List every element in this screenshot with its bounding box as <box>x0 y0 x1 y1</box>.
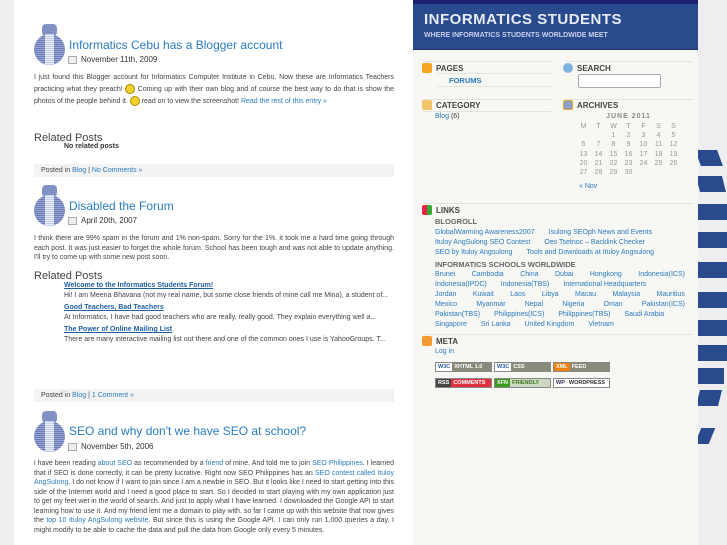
related-posts-heading: Related Posts <box>34 270 103 282</box>
post-title[interactable]: SEO and why don't we have SEO at school? <box>69 424 307 438</box>
heading-text: LINKS <box>436 205 460 215</box>
calendar-day: 27 <box>579 169 588 177</box>
school-link[interactable]: Hongkong <box>589 271 622 278</box>
post-body: I think there are 99% spam in the forum and 1% non-spam. Sorry for the 1%. it took me a hard time going through each post. It was just easier to forget the whole forum. School has been tough and was not able to update anything. I'll try to come up with some new post soon. <box>34 235 394 261</box>
read-more-link[interactable]: Read the rest of this entry » <box>240 98 327 105</box>
school-link[interactable]: Myanmar <box>476 301 506 308</box>
badge-right: COMMENTS <box>453 380 486 386</box>
blogroll-list <box>435 229 654 259</box>
body-text: . I do not know if I want to join since I am a newbie in SEO. But it looks like I need to start getting into this side of the Internet world and I need a good place to start. So I decided to start playing with my own application just to get my feet wet in the world of search. And just to apply what I have learned. I downloaded the Google API to start learning how to use it. And my friend lent me a domain to play with. so far I came up with this website that now gives the <box>34 479 394 524</box>
calendar-day <box>666 168 681 177</box>
category-heading <box>422 100 480 110</box>
badge-xhtml-1-0[interactable] <box>435 362 492 372</box>
calendar-day: 15 <box>609 150 618 158</box>
calendar-day: 29 <box>609 169 618 177</box>
category-blog-link[interactable]: Blog <box>435 113 450 120</box>
calendar-day: 10 <box>639 141 648 149</box>
school-link[interactable]: Libya <box>541 291 559 298</box>
school-link[interactable]: Pakistan(ICS) <box>641 301 685 308</box>
post-body <box>34 459 394 535</box>
badge-left: XFN <box>497 380 508 386</box>
school-link[interactable]: Philippines(TBS) <box>558 311 611 318</box>
body-text: i have been reading <box>34 460 96 467</box>
school-link[interactable]: United Kingdom <box>524 321 575 328</box>
calendar-day: 17 <box>639 150 648 158</box>
calendar-day: 19 <box>669 150 678 158</box>
about-seo-link[interactable]: about SEO <box>97 460 133 467</box>
calendar-day <box>591 131 606 140</box>
heading-text: CATEGORY <box>436 100 481 110</box>
badge-left: W3C <box>497 364 510 370</box>
site-title[interactable]: INFORMATICS STUDENTS <box>424 11 623 28</box>
calendar-day <box>651 168 666 177</box>
school-link[interactable]: Brunei <box>435 271 456 278</box>
school-link[interactable]: Mexico <box>435 301 458 308</box>
comments-link[interactable]: No Comments » <box>91 167 143 174</box>
blogroll-heading: BLOGROLL <box>435 217 478 226</box>
avatar-icon <box>34 185 65 227</box>
post-title[interactable]: Disabled the Forum <box>69 199 174 213</box>
blogroll-link[interactable]: Ituloy AngSulong SEO Contest <box>435 239 531 246</box>
links-heading <box>422 205 460 215</box>
comments-link[interactable]: 1 Comment » <box>91 392 134 399</box>
category-link[interactable]: Blog <box>72 167 87 174</box>
calendar-day: 20 <box>579 159 588 167</box>
avatar-icon <box>34 24 65 66</box>
weekday: T <box>626 123 631 131</box>
blogroll-link[interactable]: SEO by Ituloy Angsulong <box>435 249 513 256</box>
blogroll-link[interactable]: Oes Tsetnoc – Backlink Checker <box>544 239 645 246</box>
school-link[interactable]: Singapore <box>435 321 467 328</box>
heading-text: SEARCH <box>577 63 611 73</box>
calendar-month: JUNE 2011 <box>606 113 651 120</box>
post-footer: Posted in Blog | 1 Comment » <box>34 389 394 402</box>
calendar-day: 21 <box>594 159 603 167</box>
seo-contest-link[interactable]: SEO contest called Ituloy AngSulong <box>34 469 394 486</box>
school-link[interactable]: Indonesia(IPDC) <box>435 281 487 288</box>
badge-left: XML <box>556 364 568 370</box>
badge-css[interactable] <box>494 362 551 372</box>
school-link[interactable]: Vietnam <box>588 321 614 328</box>
calendar-day: 16 <box>624 150 633 158</box>
body-text: I just found this Blogger account for Informatics Computer Institute in Cebu. Now these are Informatics Teachers practicing what they preach! <box>34 74 394 93</box>
post-footer: Posted in Blog | No Comments » <box>34 164 394 177</box>
post-body <box>34 72 394 108</box>
date-text: November 11th, 2009 <box>81 55 158 64</box>
badge-right: FEED <box>571 364 587 370</box>
heading-text: META <box>436 336 459 346</box>
badge-right: XHTML 1.0 <box>454 364 483 370</box>
body-text: as recommended by a <box>134 460 204 467</box>
school-link[interactable]: Philippines(ICS) <box>494 311 545 318</box>
body-text: . But since this is using the Google API. I can only run 1,000 queries a day. I might modify to be able to cache the data and pull the data from Google only every 5 minutes. <box>34 517 394 534</box>
calendar-day: 18 <box>654 150 663 158</box>
related-posts-heading: Related Posts <box>34 132 103 144</box>
calendar-day: 14 <box>594 150 603 158</box>
page-background-left <box>0 0 14 545</box>
calendar-day: 30 <box>624 169 633 177</box>
category-count: (6) <box>450 113 460 120</box>
school-link[interactable]: Mauritius <box>656 291 685 298</box>
archive-calendar <box>576 113 681 177</box>
weekday: T <box>596 123 601 131</box>
heading-text: PAGES <box>436 63 464 73</box>
schools-list <box>435 271 685 331</box>
school-link[interactable]: Oman <box>603 301 623 308</box>
school-link[interactable]: Kuwait <box>472 291 494 298</box>
pages-item-forums[interactable]: FORUMS <box>449 76 482 85</box>
badge-comments[interactable] <box>435 378 492 388</box>
category-link[interactable]: Blog <box>72 392 87 399</box>
posted-in-label: Posted in <box>41 392 71 399</box>
body-text: read on to view the screenshot! <box>141 98 239 105</box>
seo-philippines-link[interactable]: SEO Philippines <box>312 460 363 467</box>
date-text: November 5th, 2006 <box>81 442 154 451</box>
smile-emoticon-icon <box>125 84 135 94</box>
related-post-link[interactable]: The Power of Online Mailing List <box>64 326 173 333</box>
badge-right: FRIENDLY <box>512 380 539 386</box>
school-link[interactable]: Macau <box>575 291 597 298</box>
calendar-day: 25 <box>654 159 663 167</box>
school-link[interactable]: Jordan <box>435 291 457 298</box>
related-post-link[interactable]: Good Teachers, Bad Teachers <box>64 304 164 311</box>
school-link[interactable]: Nigeria <box>562 301 585 308</box>
calendar-day: 23 <box>624 159 633 167</box>
calendar-day: 24 <box>639 159 648 167</box>
friend-link[interactable]: friend <box>205 460 224 467</box>
related-post-excerpt: At Informatics, I have had good teachers who are really, really good. They explain everything well a... <box>64 313 377 321</box>
weekday: S <box>656 123 661 131</box>
links-icon <box>422 205 432 215</box>
heading-text: ARCHIVES <box>577 100 619 110</box>
badge-left: RSS <box>438 380 450 386</box>
grin-emoticon-icon <box>130 96 140 106</box>
calendar-day: 9 <box>626 141 631 149</box>
archives-icon <box>563 100 573 110</box>
body-text: Coming up with their own blog and of course the best way to do that is show the photos of the people behind it. <box>34 86 394 105</box>
calendar-day: 12 <box>669 141 678 149</box>
calendar-day: 3 <box>641 132 646 140</box>
calendar-day: 13 <box>579 150 588 158</box>
avatar-icon <box>34 411 65 453</box>
badge-feed[interactable] <box>553 362 610 372</box>
school-link[interactable]: Cambodia <box>471 271 504 278</box>
folder-icon <box>422 100 432 110</box>
calendar-day <box>636 168 651 177</box>
pages-icon <box>422 63 432 73</box>
school-link[interactable]: Nepal <box>524 301 544 308</box>
related-post-excerpt: There are many interactive mailing list out there and one of the common ones I use is YahooGroups. T... <box>64 335 386 343</box>
badge-friendly[interactable] <box>494 378 551 388</box>
search-input[interactable] <box>578 74 661 88</box>
school-link[interactable]: International Headquarters <box>563 281 647 288</box>
weekday: W <box>610 123 617 131</box>
school-link[interactable]: Indonesia(TBS) <box>500 281 550 288</box>
calendar-day: 5 <box>671 132 676 140</box>
calendar-prev-link[interactable]: « Nov <box>579 183 598 190</box>
post-title[interactable]: Informatics Cebu has a Blogger account <box>69 38 283 52</box>
post-date <box>68 442 154 451</box>
posted-in-label: Posted in <box>41 167 71 174</box>
calendar-icon <box>68 443 77 451</box>
school-link[interactable]: Saudi Arabia <box>624 311 665 318</box>
school-link[interactable]: Laos <box>510 291 526 298</box>
top10-website-link[interactable]: top 10 Ituloy AngSulong website <box>46 517 149 524</box>
calendar-day: 22 <box>609 159 618 167</box>
related-posts-list <box>64 278 394 344</box>
post-date <box>68 216 137 225</box>
calendar-day: 7 <box>596 141 601 149</box>
badge-left: WP <box>556 380 565 386</box>
blogroll-link[interactable]: Isulong SEOph News and Events <box>548 229 653 236</box>
background-decoration <box>698 0 727 545</box>
post-date <box>68 55 157 64</box>
school-link[interactable]: Malaysia <box>612 291 641 298</box>
sidebar <box>413 0 698 545</box>
badge-wordpress[interactable] <box>553 378 610 388</box>
pages-heading <box>422 63 463 73</box>
school-link[interactable]: China <box>520 271 539 278</box>
calendar-day: 26 <box>669 159 678 167</box>
body-text: . I learned that if SEO is done correctly, it can be pretty lucrative. Right now SEO Philippines has an <box>34 460 395 477</box>
date-text: April 20th, 2007 <box>81 216 138 225</box>
calendar-day: 2 <box>626 132 631 140</box>
school-link[interactable]: Sri Lanka <box>480 321 511 328</box>
blogroll-link[interactable]: Tools and Downloads at Ituloy Angsulong <box>526 249 655 256</box>
login-link[interactable]: Log in <box>435 348 455 355</box>
calendar-day: 1 <box>611 132 616 140</box>
calendar-day: 4 <box>656 132 661 140</box>
archives-heading <box>563 100 618 110</box>
calendar-icon <box>68 56 77 64</box>
calendar-icon <box>68 217 77 225</box>
calendar-day: 28 <box>594 169 603 177</box>
calendar-day: 6 <box>581 141 586 149</box>
weekday: F <box>641 123 646 131</box>
tools-icon <box>422 336 432 346</box>
site-tagline: WHERE INFORMATICS STUDENTS WORLDWIDE MEET <box>424 32 608 39</box>
related-post-excerpt: Hi! I am Meena Bhavana (not my real name, but some close friends of mine call me Mina), a student of... <box>64 291 389 299</box>
main-content <box>14 0 413 545</box>
schools-heading: INFORMATICS SCHOOLS WORLDWIDE <box>435 260 576 269</box>
search-heading <box>563 63 611 73</box>
badge-right: WORDPRESS <box>568 380 605 386</box>
meta-heading <box>422 336 458 346</box>
calendar-day: 8 <box>611 141 616 149</box>
badge-right: CSS <box>513 364 525 370</box>
weekday: S <box>671 123 676 131</box>
calendar-day <box>576 131 591 140</box>
weekday: M <box>580 123 587 131</box>
blogroll-link[interactable]: GlobalWarming Awareness2007 <box>435 229 535 236</box>
site-header <box>413 4 698 50</box>
category-item <box>435 113 460 120</box>
body-text: of mine. And told me to join <box>225 460 311 467</box>
badge-left: W3C <box>438 364 451 370</box>
school-link[interactable]: Indonesia(ICS) <box>638 271 685 278</box>
no-related-posts: No related posts <box>64 143 119 150</box>
calendar-day: 11 <box>654 141 663 149</box>
school-link[interactable]: Dubai <box>555 271 574 278</box>
school-link[interactable]: Pakistan(TBS) <box>435 311 481 318</box>
related-post-link[interactable]: Welcome to the Informatics Students Forum! <box>64 282 214 289</box>
magnifier-icon <box>563 63 573 73</box>
